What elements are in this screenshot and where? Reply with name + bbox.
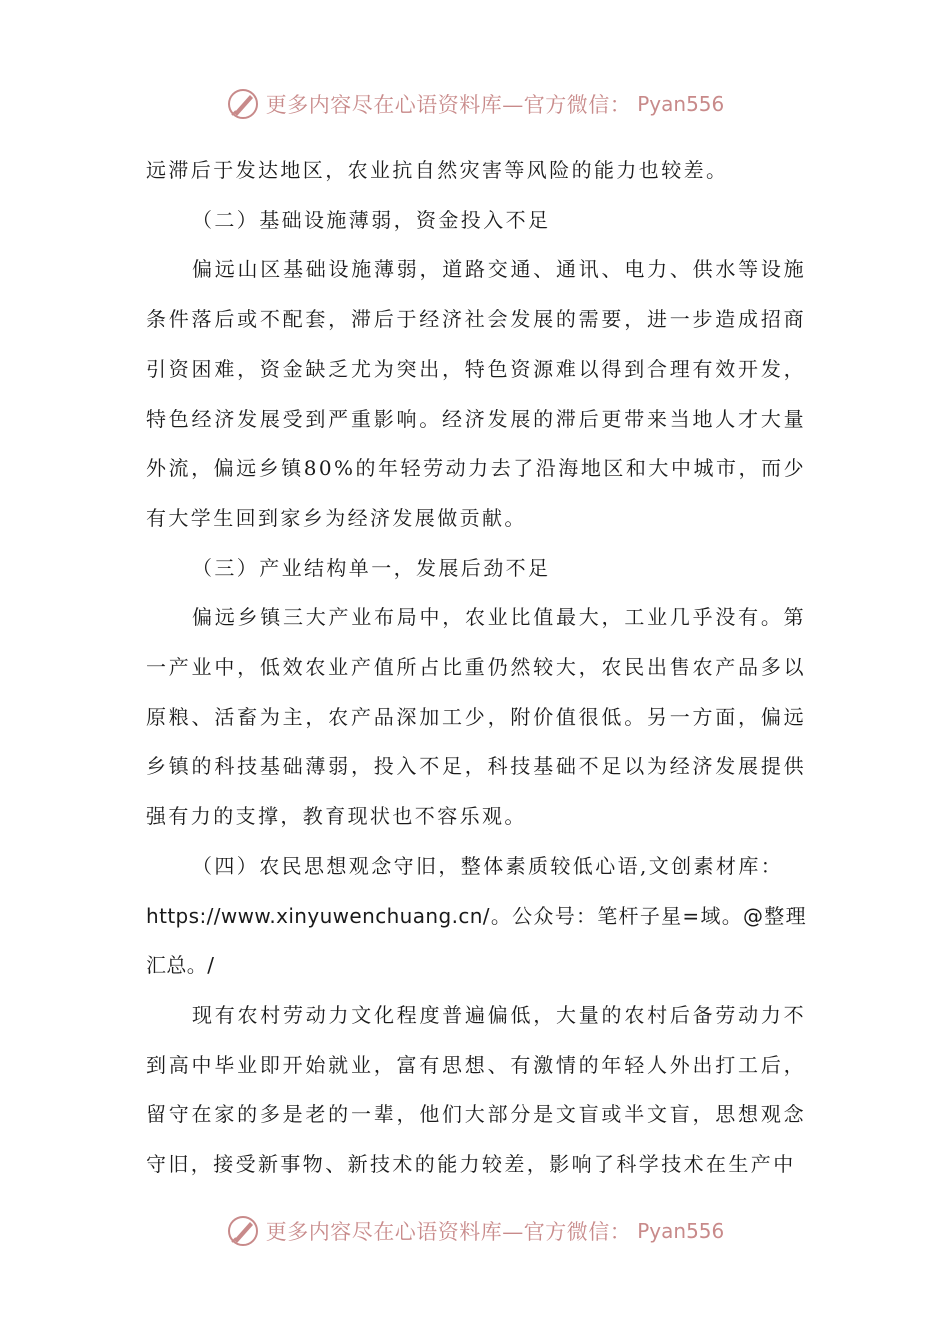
footer-watermark-banner <box>0 1211 950 1251</box>
quill-logo-icon <box>226 1214 260 1248</box>
paragraph-continued: 远滞后于发达地区，农业抗自然灾害等风险的能力也较差。 <box>146 158 729 182</box>
document-body <box>146 146 806 1190</box>
paragraph-labor: 现有农村劳动力文化程度普遍偏低，大量的农村后备劳动力不到高中毕业即开始就业，富有思想、有激情的年轻人外出打工后，留守在家的多是老的一辈，他们大部分是文盲或半文盲，思想观念守旧，接受新事物、新技术的能力较差，影响了科学技术在生产中 <box>146 1002 806 1177</box>
quill-logo-icon <box>226 87 260 121</box>
banner-text: 更多内容尽在心语资料库—官方微信： <box>265 1220 632 1244</box>
header-watermark-banner <box>0 84 950 124</box>
source-url-line: https://www.xinyuwenchuang.cn/。公众号：笔杆子星=域。@整理汇总。/ <box>146 903 806 978</box>
banner-wechat-id: Pyan556 <box>637 92 725 116</box>
banner-wechat-id: Pyan556 <box>637 1219 725 1243</box>
banner-text: 更多内容尽在心语资料库—官方微信： <box>265 93 632 117</box>
section-heading-3: （三）产业结构单一，发展后劲不足 <box>192 555 551 580</box>
paragraph-infrastructure: 偏远山区基础设施薄弱，道路交通、通讯、电力、供水等设施条件落后或不配套，滞后于经济社会发展的需要，进一步造成招商引资困难，资金缺乏尤为突出，特色资源难以得到合理有效开发，特色经济发展受到严重影响。经济发展的滞后更带来当地人才大量外流，偏远乡镇80%的年轻劳动力去了沿海地区和大中城市，而少有大学生回到家乡为经济发展做贡献。 <box>146 257 806 530</box>
section-heading-2: （二）基础设施薄弱，资金投入不足 <box>192 207 551 232</box>
section-heading-4: （四）农民思想观念守旧，整体素质较低心语,文创素材库： <box>192 853 784 878</box>
paragraph-industry: 偏远乡镇三大产业布局中，农业比值最大，工业几乎没有。第一产业中，低效农业产值所占比重仍然较大，农民出售农产品多以原粮、活畜为主，农产品深加工少，附价值很低。另一方面，偏远乡镇的科技基础薄弱，投入不足，科技基础不足以为经济发展提供强有力的支撑，教育现状也不容乐观。 <box>146 605 806 829</box>
